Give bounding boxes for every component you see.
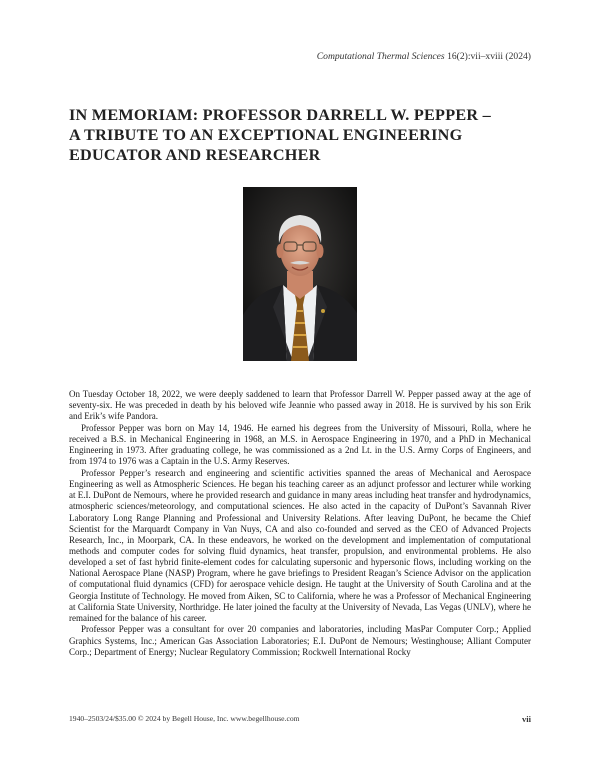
page-number: vii	[522, 714, 531, 724]
title-line: A TRIBUTE TO AN EXCEPTIONAL ENGINEERING	[69, 126, 463, 144]
article-title	[69, 105, 539, 165]
journal-name: Computational Thermal Sciences	[316, 51, 445, 62]
paragraph: Professor Pepper was born on May 14, 1946. He earned his degrees from the University of Missouri, Rolla, where he received a B.S. in Mechanical Engineering in 1968, an M.S. in Aerospace Engineering in 1970, and a PhD in Mechanical Engineering in 1973. After graduating college, he was commissioned as a 2nd Lt. in the U.S. Army Corps of Engineers, and from 1974 to 1976 was a Captain in the U.S. Army Reserves.	[69, 422, 531, 467]
page-footer	[69, 714, 531, 723]
paragraph: Professor Pepper’s research and engineering and scientific activities spanned the areas of Mechanical and Aerospace Engineering as well as Atmospheric Sciences. He began his teaching career as an adjunct professor and lecturer while working at E.I. DuPont de Nemours, where he provided research and guidance in many areas including heat transfer and hydrodynamics, atmospheric sciences/meteorology, and computational sciences. He also acted in the capacity of DuPont’s Savannah River Laboratory Long Range Planning and Professional and University Relations. After leaving DuPont, he became the Chief Scientist for the Marquardt Company in Van Nuys, CA and also co-founded and served as the CEO of Advanced Projects Research, Inc., in Moorpark, CA. In these endeavors, he worked on the development and implementation of computational methods and computer codes for solving fluid dynamics, heat transfer, propulsion, and environmental problems. He also developed a set of fast hybrid finite-element codes for calculating supersonic and hypersonic flows, including working on the National Aerospace Plane (NASP) Program, where he gave briefings to President Reagan’s Science Advisor on the application of computational fluid dynamics (CFD) for aerospace vehicle design. He taught at the University of South Carolina and at the Georgia Institute of Technology. He moved from Aiken, SC to California, where he was a Professor of Mechanical Engineering at California State University, Northridge. He later joined the faculty at the University of Nevada, Las Vegas (UNLV), where he remained for the balance of his career.	[69, 467, 531, 623]
portrait-photo	[243, 187, 357, 361]
paragraph: Professor Pepper was a consultant for over 20 companies and laboratories, including MasPar Computer Corp.; Applied Graphics Systems, Inc.; American Gas Association Laboratories; E.I. DuPont de Nemours; Westinghouse; Alliant Computer Corp.; Department of Energy; Nuclear Regulatory Commission; Rockwell International Rocky	[69, 624, 531, 657]
article-body	[69, 389, 531, 658]
running-header	[317, 51, 531, 62]
title-line: IN MEMORIAM: PROFESSOR DARRELL W. PEPPER –	[69, 106, 491, 124]
journal-volume: 16(2):vii–xviii (2024)	[447, 51, 531, 62]
copyright-line: 1940–2503/24/$35.00 © 2024 by Begell House, Inc. www.begellhouse.com	[69, 714, 300, 723]
paragraph: On Tuesday October 18, 2022, we were deeply saddened to learn that Professor Darrell W. Pepper passed away at the age of seventy-six. He was preceded in death by his beloved wife Jeannie who passed away in 2018. He is survived by his son Erik and Erik’s wife Pandora.	[69, 389, 531, 422]
title-line: EDUCATOR AND RESEARCHER	[69, 146, 321, 164]
